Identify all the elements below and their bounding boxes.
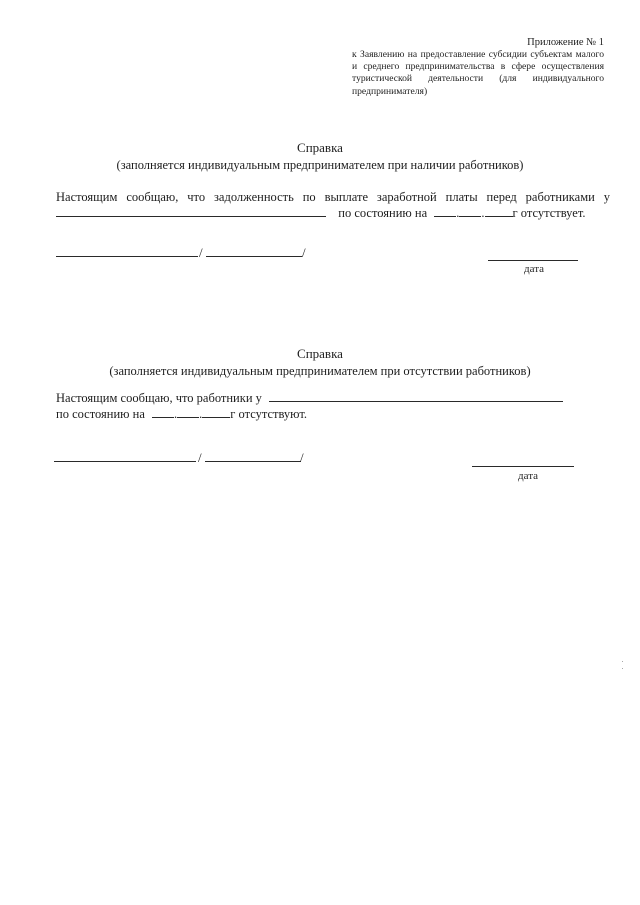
- as-of-label: по состоянию на: [338, 206, 428, 220]
- certificate-1-line-2: [56, 205, 585, 221]
- signature-line: [54, 461, 196, 462]
- word: сообщаю,: [126, 190, 179, 204]
- certificate-2-title: Справка: [297, 346, 343, 361]
- word: платы: [445, 190, 478, 204]
- scan-speck: [622, 668, 623, 669]
- date-month-blank: [459, 205, 481, 217]
- word: работниками: [525, 190, 595, 204]
- certificate-2-subtitle: (заполняется индивидуальным предпринимателем при отсутствии работников): [109, 364, 531, 378]
- word: что: [187, 190, 206, 204]
- date-separator: .: [199, 407, 203, 421]
- certificate-2-line-2: [56, 406, 307, 422]
- date-separator: .: [481, 206, 485, 220]
- date-line: [488, 260, 578, 261]
- signature-slash: /: [300, 450, 304, 465]
- appendix-title: Приложение № 1: [527, 37, 604, 48]
- entrepreneur-name-blank: [56, 205, 326, 217]
- signature-name-line: [206, 256, 302, 257]
- date-label: дата: [524, 263, 545, 275]
- date-label: дата: [518, 470, 539, 482]
- signature-line: [56, 256, 198, 257]
- entrepreneur-name-blank: [269, 390, 563, 402]
- date-separator: .: [456, 206, 460, 220]
- word: выплате: [324, 190, 369, 204]
- date-year-blank: [202, 406, 230, 418]
- signature-slash: /: [199, 245, 203, 260]
- absence-statement: г отсутствуют.: [230, 407, 308, 421]
- certificate-1-line-1: [56, 189, 610, 205]
- word: перед: [486, 190, 517, 204]
- certificate-1-title: Справка: [297, 140, 343, 155]
- date-month-blank: [177, 406, 199, 418]
- word: задолженность: [213, 190, 294, 204]
- as-of-label: по состоянию на: [56, 407, 145, 421]
- signature-slash: /: [198, 450, 202, 465]
- signature-slash: /: [302, 245, 306, 260]
- word: Настоящим: [56, 190, 118, 204]
- absence-statement: г отсутствует.: [512, 206, 586, 220]
- certificate-1-subtitle: (заполняется индивидуальным предпринимателем при наличии работников): [116, 158, 524, 172]
- date-day-blank: [152, 406, 174, 418]
- date-separator: .: [174, 407, 178, 421]
- word: по: [302, 190, 316, 204]
- date-line: [472, 466, 574, 467]
- appendix-description: к Заявлению на предоставление субсидии субъектам малого и среднего предпринимательства в сфере осуществления туристической деятельности (для индивидуального предпринимателя): [352, 49, 604, 97]
- certificate-2-line-1: [56, 390, 563, 406]
- signature-name-line: [205, 461, 301, 462]
- word: у: [603, 190, 610, 204]
- word: заработной: [376, 190, 437, 204]
- date-day-blank: [434, 205, 456, 217]
- scan-speck: [622, 661, 623, 662]
- statement-text: Настоящим сообщаю, что работники у: [56, 391, 262, 405]
- date-year-blank: [485, 205, 513, 217]
- appendix-header: [352, 36, 604, 98]
